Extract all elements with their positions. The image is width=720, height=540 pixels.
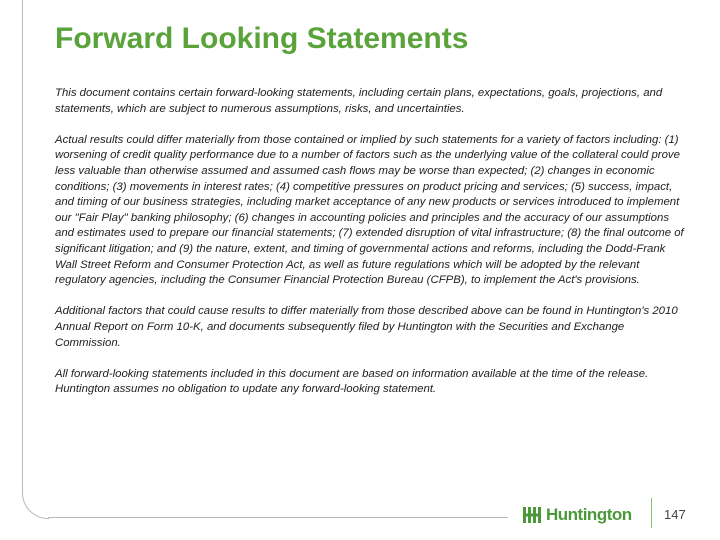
- page-number: 147: [664, 507, 686, 522]
- paragraph-intro: This document contains certain forward-looking statements, including certain plans, expectations, goals, projections, and statements, which are subject to numerous assumptions, risks, and uncertainties.: [55, 87, 663, 115]
- slide-frame-bottom-line: [48, 517, 508, 518]
- paragraph-additional-factors: Additional factors that could cause results to differ materially from those described above can be found in Huntington's 2010 Annual Report on Form 10-K, and documents subsequently filed by Huntington with the Securities and Exchange Commission.: [55, 305, 678, 349]
- paragraph-risk-factors: Actual results could differ materially from those contained or implied by such statements for a variety of factors including: (1) worsening of credit quality performance due to a number of factors such as the underlying value of the collateral could prove less valuable than otherwise assumed and assumed cash flows may be worse than expected; (2) changes in economic conditions; (3) movements in interest rates; (4) competitive pressures on product pricing and services; (5) success, impact, and timing of our business strategies, including market acceptance of any new products or services introduced to implement our "Fair Play" banking philosophy; (6) changes in accounting policies and principles and the accuracy of our assumptions and estimates used to prepare our financial statements; (7) extended disruption of vital infrastructure; (8) the final outcome of significant litigation; and (9) the nature, extent, and timing of governmental actions and reforms, including the Dodd-Frank Wall Street Reform and Consumer Protection Act, as well as future regulations which will be adopted by the relevant regulatory agencies, including the Consumer Financial Protection Bureau (CFPB), to implement the Act's provisions.: [55, 133, 684, 287]
- huntington-logo: [522, 504, 632, 526]
- slide-body: [55, 86, 689, 413]
- logo-wordmark: Huntington: [546, 505, 632, 524]
- huntington-logo-icon: [522, 505, 542, 525]
- slide-title: Forward Looking Statements: [55, 22, 469, 55]
- paragraph-no-obligation: All forward-looking statements included in this document are based on information available at the time of the release. Huntington assumes no obligation to update any forward-looking statement.: [55, 367, 649, 396]
- footer-divider: [651, 498, 652, 528]
- slide-frame-line: [22, 0, 49, 519]
